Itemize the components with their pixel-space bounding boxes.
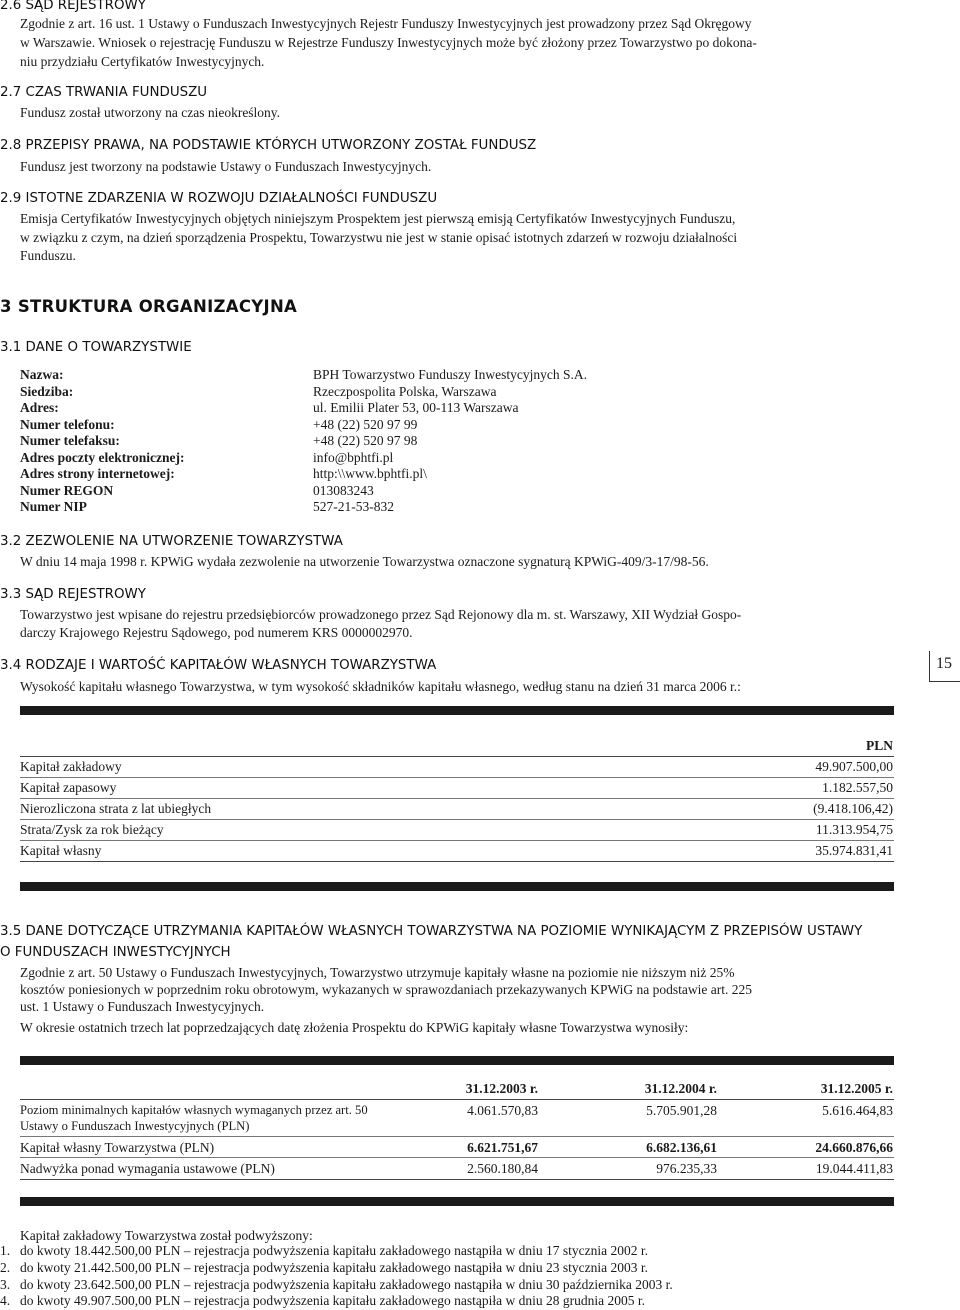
paragraph: Kapitał zakładowy Towarzystwa został podwyższony: — [20, 1228, 313, 1243]
table-rule — [20, 861, 894, 862]
table-column-header: 31.12.2003 r. — [465, 1081, 538, 1096]
detail-value: 527-21-53-832 — [313, 499, 394, 514]
paragraph-line: Towarzystwo jest wpisane do rejestru przedsiębiorców prowadzonego przez Sąd Rejonowy dla m. st. Warszawy, XII Wydział Gospo- — [20, 607, 742, 622]
section-heading-2-7: 2.7 CZAS TRWANIA FUNDUSZU — [0, 85, 208, 100]
list-item: 4. do kwoty 49.907.500,00 PLN – rejestracja podwyższenia kapitału zakładowego nastąpiła w dniu 28 grudnia 2005 r. — [0, 1293, 645, 1308]
list-item: 3. do kwoty 23.642.500,00 PLN – rejestracja podwyższenia kapitału zakładowego nastąpiła w dniu 30 października 2003 r. — [0, 1277, 673, 1292]
table-cell: 24.660.876,66 — [815, 1140, 893, 1155]
table-row-label: Strata/Zysk za rok bieżący — [20, 822, 164, 837]
table-cell: 5.616.464,83 — [822, 1103, 893, 1118]
table-cell: 4.061.570,83 — [467, 1103, 538, 1118]
section-heading-2-6: 2.6 SĄD REJESTROWY — [0, 0, 146, 13]
detail-label: Nazwa: — [20, 367, 64, 382]
table-rule — [20, 1179, 894, 1180]
detail-value: BPH Towarzystwo Funduszy Inwestycyjnych S.A. — [313, 367, 588, 382]
table-cell: 19.044.411,83 — [815, 1161, 893, 1176]
table-column-header: 31.12.2004 r. — [644, 1081, 717, 1096]
section-heading-3-3: 3.3 SĄD REJESTROWY — [0, 587, 146, 602]
page-number: 15 — [929, 651, 960, 682]
paragraph-line: kosztów poniesionych w poprzednim roku obrotowym, wykazanych w sprawozdaniach przekazywanych KPWiG na podstawie art. 225 — [20, 982, 753, 997]
detail-label: Adres strony internetowej: — [20, 466, 175, 481]
table-bottom-bar — [20, 1197, 894, 1206]
section-heading-2-8: 2.8 PRZEPISY PRAWA, NA PODSTAWIE KTÓRYCH UTWORZONY ZOSTAŁ FUNDUSZ — [0, 138, 537, 153]
table-row-label: Ustawy o Funduszach Inwestycyjnych (PLN) — [20, 1119, 250, 1133]
table-rule — [20, 777, 894, 778]
paragraph-line: niu przydziału Certyfikatów Inwestycyjnych. — [20, 54, 265, 69]
detail-value: +48 (22) 520 97 98 — [313, 433, 418, 448]
table-cell: 5.705.901,28 — [646, 1103, 717, 1118]
table-row-label: Kapitał zapasowy — [20, 780, 117, 795]
table-row-value: 1.182.557,50 — [822, 780, 893, 795]
detail-value: 013083243 — [313, 482, 374, 498]
detail-label: Adres: — [20, 400, 59, 415]
paragraph-line: ust. 1 Ustawy o Funduszach Inwestycyjnych. — [20, 999, 265, 1014]
table-cell: 6.682.136,61 — [646, 1140, 717, 1155]
detail-label: Numer REGON — [20, 482, 114, 498]
table-column-header: 31.12.2005 r. — [820, 1081, 893, 1096]
table-row-value: 35.974.831,41 — [815, 843, 893, 858]
paragraph: W dniu 14 maja 1998 r. KPWiG wydała zezwolenie na utworzenie Towarzystwa oznaczone sygnaturą KPWiG-409/3-17/98-56. — [20, 554, 709, 569]
detail-value: info@bphtfi.pl — [313, 449, 394, 465]
section-heading-3-4: 3.4 RODZAJE I WARTOŚĆ KAPITAŁÓW WŁASNYCH TOWARZYSTWA — [0, 658, 437, 673]
table-row-value: 49.907.500,00 — [815, 759, 893, 774]
section-heading-2-9: 2.9 ISTOTNE ZDARZENIA W ROZWOJU DZIAŁALNOŚCI FUNDUSZU — [0, 191, 438, 206]
detail-label: Numer telefonu: — [20, 416, 115, 432]
section-heading-3-1: 3.1 DANE O TOWARZYSTWIE — [0, 340, 192, 355]
detail-value: ul. Emilii Plater 53, 00-113 Warszawa — [313, 400, 519, 415]
detail-label: Adres poczty elektronicznej: — [20, 449, 185, 465]
paragraph: Fundusz jest tworzony na podstawie Ustawy o Funduszach Inwestycyjnych. — [20, 159, 432, 174]
paragraph-line: w związku z czym, na dzień sporządzenia Prospektu, Towarzystwu nie jest w stanie opisać istotnych zdarzeń w rozwoju działalności — [20, 230, 738, 245]
chapter-heading-3: 3 STRUKTURA ORGANIZACYJNA — [0, 297, 298, 316]
table-row-label: Nadwyżka ponad wymagania ustawowe (PLN) — [20, 1161, 275, 1176]
table-row-value: 11.313.954,75 — [815, 822, 893, 837]
table-row-value: (9.418.106,42) — [813, 801, 893, 816]
table-rule — [20, 819, 894, 820]
table-row-label: Kapitał własny Towarzystwa (PLN) — [20, 1140, 215, 1155]
table-cell: 6.621.751,67 — [467, 1140, 538, 1155]
table-row-label: Nierozliczona strata z lat ubiegłych — [20, 801, 212, 816]
table-row-label: Kapitał własny — [20, 843, 102, 858]
table-row-label: Kapitał zakładowy — [20, 759, 122, 774]
detail-label: Numer telefaksu: — [20, 433, 120, 448]
table-top-bar — [20, 706, 894, 715]
section-heading-3-5: 3.5 DANE DOTYCZĄCE UTRZYMANIA KAPITAŁÓW WŁASNYCH TOWARZYSTWA NA POZIOMIE WYNIKAJĄCYM Z PRZEPISÓW USTAWY — [0, 924, 863, 939]
paragraph: W okresie ostatnich trzech lat poprzedzających datę złożenia Prospektu do KPWiG kapitały własne Towarzystwa wynosiły: — [20, 1020, 689, 1035]
list-item: 1. do kwoty 18.442.500,00 PLN – rejestracja podwyższenia kapitału zakładowego nastąpiła w dniu 17 stycznia 2002 r. — [0, 1243, 648, 1258]
section-heading-3-2: 3.2 ZEZWOLENIE NA UTWORZENIE TOWARZYSTWA — [0, 534, 343, 549]
detail-label: Siedziba: — [20, 383, 74, 399]
table-rule — [20, 840, 894, 841]
detail-value: Rzeczpospolita Polska, Warszawa — [313, 383, 497, 399]
table-rule — [20, 1099, 894, 1100]
detail-label: Numer NIP — [20, 499, 87, 514]
paragraph-line: Zgodnie z art. 50 Ustawy o Funduszach Inwestycyjnych, Towarzystwo utrzymuje kapitały własne na poziomie nie niższym niż 25% — [20, 965, 735, 980]
paragraph-line: darczy Krajowego Rejestru Sądowego, pod numerem KRS 0000002970. — [20, 625, 413, 640]
table-top-bar — [20, 1056, 894, 1065]
table-bottom-bar — [20, 882, 894, 891]
table-rule — [20, 798, 894, 799]
list-item: 2. do kwoty 21.442.500,00 PLN – rejestracja podwyższenia kapitału zakładowego nastąpiła w dniu 23 stycznia 2003 r. — [0, 1260, 648, 1275]
table-column-header: PLN — [866, 738, 893, 753]
detail-value: +48 (22) 520 97 99 — [313, 416, 418, 432]
paragraph: Fundusz został utworzony na czas nieokreślony. — [20, 105, 281, 120]
table-row-label: Poziom minimalnych kapitałów własnych wymaganych przez art. 50 — [20, 1103, 368, 1117]
paragraph-line: Funduszu. — [20, 248, 76, 263]
table-cell: 976.235,33 — [656, 1161, 717, 1176]
detail-value: http:\\www.bphtfi.pl\ — [313, 466, 427, 481]
table-rule — [20, 1136, 894, 1137]
table-rule — [20, 1157, 894, 1158]
paragraph: Wysokość kapitału własnego Towarzystwa, w tym wysokość składników kapitału własnego, według stanu na dzień 31 marca 2006 r.: — [20, 679, 741, 694]
table-cell: 2.560.180,84 — [467, 1161, 538, 1176]
paragraph-line: w Warszawie. Wniosek o rejestrację Funduszu w Rejestrze Funduszy Inwestycyjnych może być złożony przez Towarzystwo po dokona- — [20, 35, 757, 50]
table-rule — [20, 756, 894, 757]
paragraph-line: Zgodnie z art. 16 ust. 1 Ustawy o Funduszach Inwestycyjnych Rejestr Funduszy Inwestycyjnych jest prowadzony przez Sąd Okręgowy — [20, 16, 752, 31]
section-heading-3-5-cont: O FUNDUSZACH INWESTYCYJNYCH — [0, 945, 231, 960]
paragraph-line: Emisja Certyfikatów Inwestycyjnych objętych niniejszym Prospektem jest pierwszą emisją Certyfikatów Inwestycyjnych Funduszu, — [20, 211, 736, 226]
